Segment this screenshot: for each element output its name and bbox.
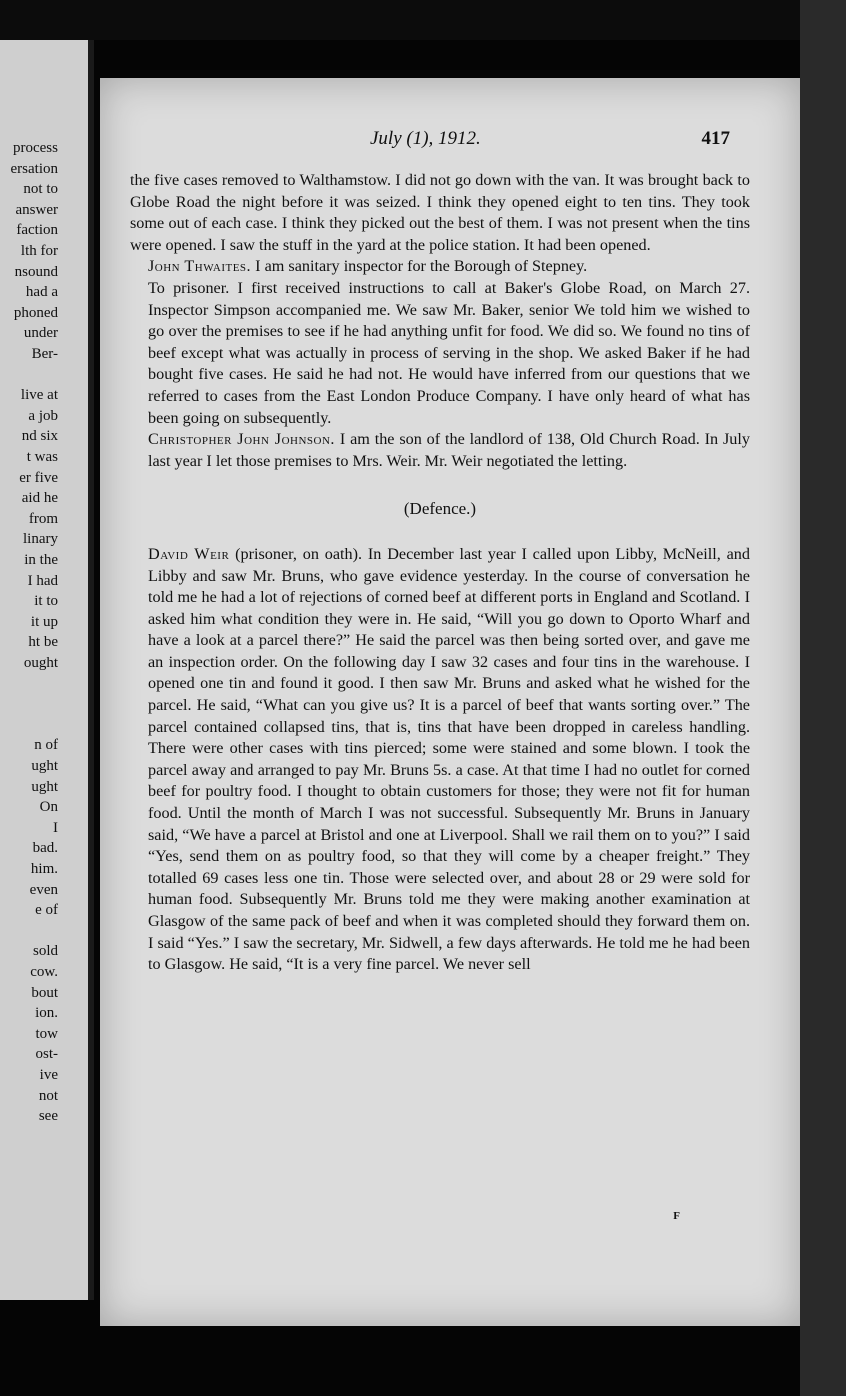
left-page-fragment-line: see: [38, 1108, 58, 1125]
left-page-fragment-line: lth for: [20, 243, 58, 259]
paragraph-johnson: [130, 429, 750, 472]
left-page-fragment-line: nsound: [14, 263, 58, 280]
left-page-fragment-line: t was: [26, 449, 58, 465]
left-page-fragment-line: bout: [31, 984, 58, 1001]
left-page-fragment-line: I: [53, 819, 58, 836]
left-page-fragment-line: not: [38, 1087, 58, 1104]
page-body: [130, 170, 750, 976]
left-page-fragment-line: him.: [30, 861, 58, 877]
left-page-fragment-line: live at: [20, 387, 58, 404]
left-page-fragment-line: from: [28, 510, 58, 527]
left-page-fragment-line: e of: [35, 902, 58, 919]
paragraph-thwaites: [130, 256, 750, 278]
witness-name: David Weir: [148, 544, 230, 563]
header-date: July (1), 1912.: [370, 128, 481, 149]
paragraph-1: the five cases removed to Walthamstow. I did not go down with the van. It was brought back to Globe Road the night before it was seized. I think they opened eight to ten tins. They took some out of each case. I think they picked out the best of them. I was not present when the tins were opened. I saw the stuff in the yard at the police station. It had been opened.: [130, 171, 750, 254]
section-heading-defence: (Defence.): [403, 499, 477, 519]
paragraph-weir: [130, 544, 750, 976]
left-page-fragment-line: ost-: [35, 1046, 58, 1063]
left-page-fragment-line: tow: [35, 1025, 58, 1042]
book-page: [100, 78, 800, 1326]
left-page-fragment-line: ught: [31, 778, 58, 795]
left-page-fragment-line: bad.: [32, 840, 58, 857]
left-page-fragment-line: a job: [28, 407, 58, 424]
left-page-fragment-line: even: [29, 881, 58, 898]
left-page-fragment-line: it to: [34, 593, 58, 610]
left-page-fragment-line: answer: [15, 201, 58, 218]
witness-name: Christopher John Johnson.: [148, 430, 335, 449]
left-page-fragment-line: ht be: [28, 634, 58, 651]
witness-name: John Thwaites.: [148, 257, 252, 276]
left-page-fragment-line: linary: [23, 531, 58, 548]
left-page-fragment-line: had a: [25, 284, 58, 301]
left-page-fragment-line: process: [13, 140, 58, 156]
left-page-fragment-line: faction: [16, 222, 58, 239]
witness-text: (prisoner, on oath). In December last year I called upon Libby, McNeill, and Libby and saw Mr. Bruns, who gave evidence yesterday. In the course of conversation he told me he had a lot of rejections of corned beef at different ports in England and Scotland. I asked him what condition they were in. He said, “Will you go down to Oporto Wharf and have a look at a parcel there?” He said the parcel was then being sorted over, and gave me an inspection order. On the following day I saw 32 cases and four tins in the warehouse. I opened one tin and found it good. I then saw Mr. Bruns and asked what he wished for the parcel. He said, “What can you give us? It is a parcel of beef that wants sorting over.” The parcel contained collapsed tins, that is, tins that have been dropped in careless handling. There were other cases with tins pierced; some were stained and some blown. I took the parcel away and arranged to pay Mr. Bruns 5s. a case. At that time I had no outlet for corned beef for poultry food. I thought to obtain customers for those; they were not fit for human food. Until the month of March I was not successful. Subsequently Mr. Bruns in January said, “We have a parcel at Bristol and one at Liverpool. Shall we rail them on to you?” I said “Yes, send them on as poultry food, so that they will come by a cheaper freight.” They totalled 69 cases less one tin. Those were selected over, and about 28 or 29 were sold for human food. Subsequently Mr. Bruns told me they were making another examination at Glasgow of the same pack of beef and when it was completed should they forward them on. I said “Yes.” I saw the secretary, Mr. Sidwell, a few days afterwards. He told me he had been to Glasgow. He said, “It is a very fine parcel. We never sell: [148, 544, 750, 974]
left-page-fragment-line: in the: [24, 552, 58, 568]
left-page-fragment-line: On: [39, 799, 58, 816]
previous-page-fragment: [0, 40, 94, 1300]
scan-top-border: [0, 0, 846, 40]
page-number: 417: [701, 128, 730, 149]
left-page-fragment-line: nd six: [21, 428, 58, 445]
left-page-fragment-line: phoned: [13, 304, 58, 321]
left-page-fragment-line: ought: [23, 655, 58, 671]
left-page-fragment-line: sold: [32, 943, 58, 960]
left-page-fragment-line: under: [23, 325, 58, 342]
signature-mark: F: [673, 1210, 680, 1222]
left-page-fragment-line: aid he: [21, 490, 58, 507]
left-page-fragment-line: cow.: [30, 964, 58, 980]
left-page-fragment-line: it up: [30, 613, 58, 630]
scan-right-border: [800, 0, 846, 1396]
running-head-date: [370, 128, 481, 150]
witness-text: I am sanitary inspector for the Borough of Stepney.: [251, 257, 588, 276]
left-page-fragment-line: I had: [27, 572, 58, 589]
left-page-fragment-line: ersation: [10, 160, 58, 177]
left-page-fragment-line: er five: [19, 469, 58, 486]
left-page-fragment-line: ught: [31, 758, 58, 774]
left-page-fragment-line: not to: [23, 181, 58, 198]
left-page-fragment-line: ive: [39, 1067, 58, 1083]
paragraph-to-prisoner: To prisoner. I first received instructions to call at Baker's Globe Road, on March 27. Inspector Simpson accompanied me. We saw Mr. Baker, senior We told him we wished to go over the premises to see if he had anything unfit for food. We did so. We found no tins of beef except what was actually in process of serving in the shop. We asked Baker if he had bought five cases. He said he had not. He would have inferred from our questions that we referred to cases from the East London Produce Company. I have only heard of what has been going on subsequently.: [148, 278, 750, 427]
left-page-fragment-line: n of: [34, 737, 58, 754]
left-page-fragment-line: ion.: [35, 1005, 58, 1022]
left-page-fragment-line: Ber-: [31, 346, 58, 362]
witness-text: I am the son of the landlord of 138, Old Church Road. In July last year I let those premises to Mrs. Weir. Mr. Weir negotiated the letting.: [148, 430, 750, 470]
